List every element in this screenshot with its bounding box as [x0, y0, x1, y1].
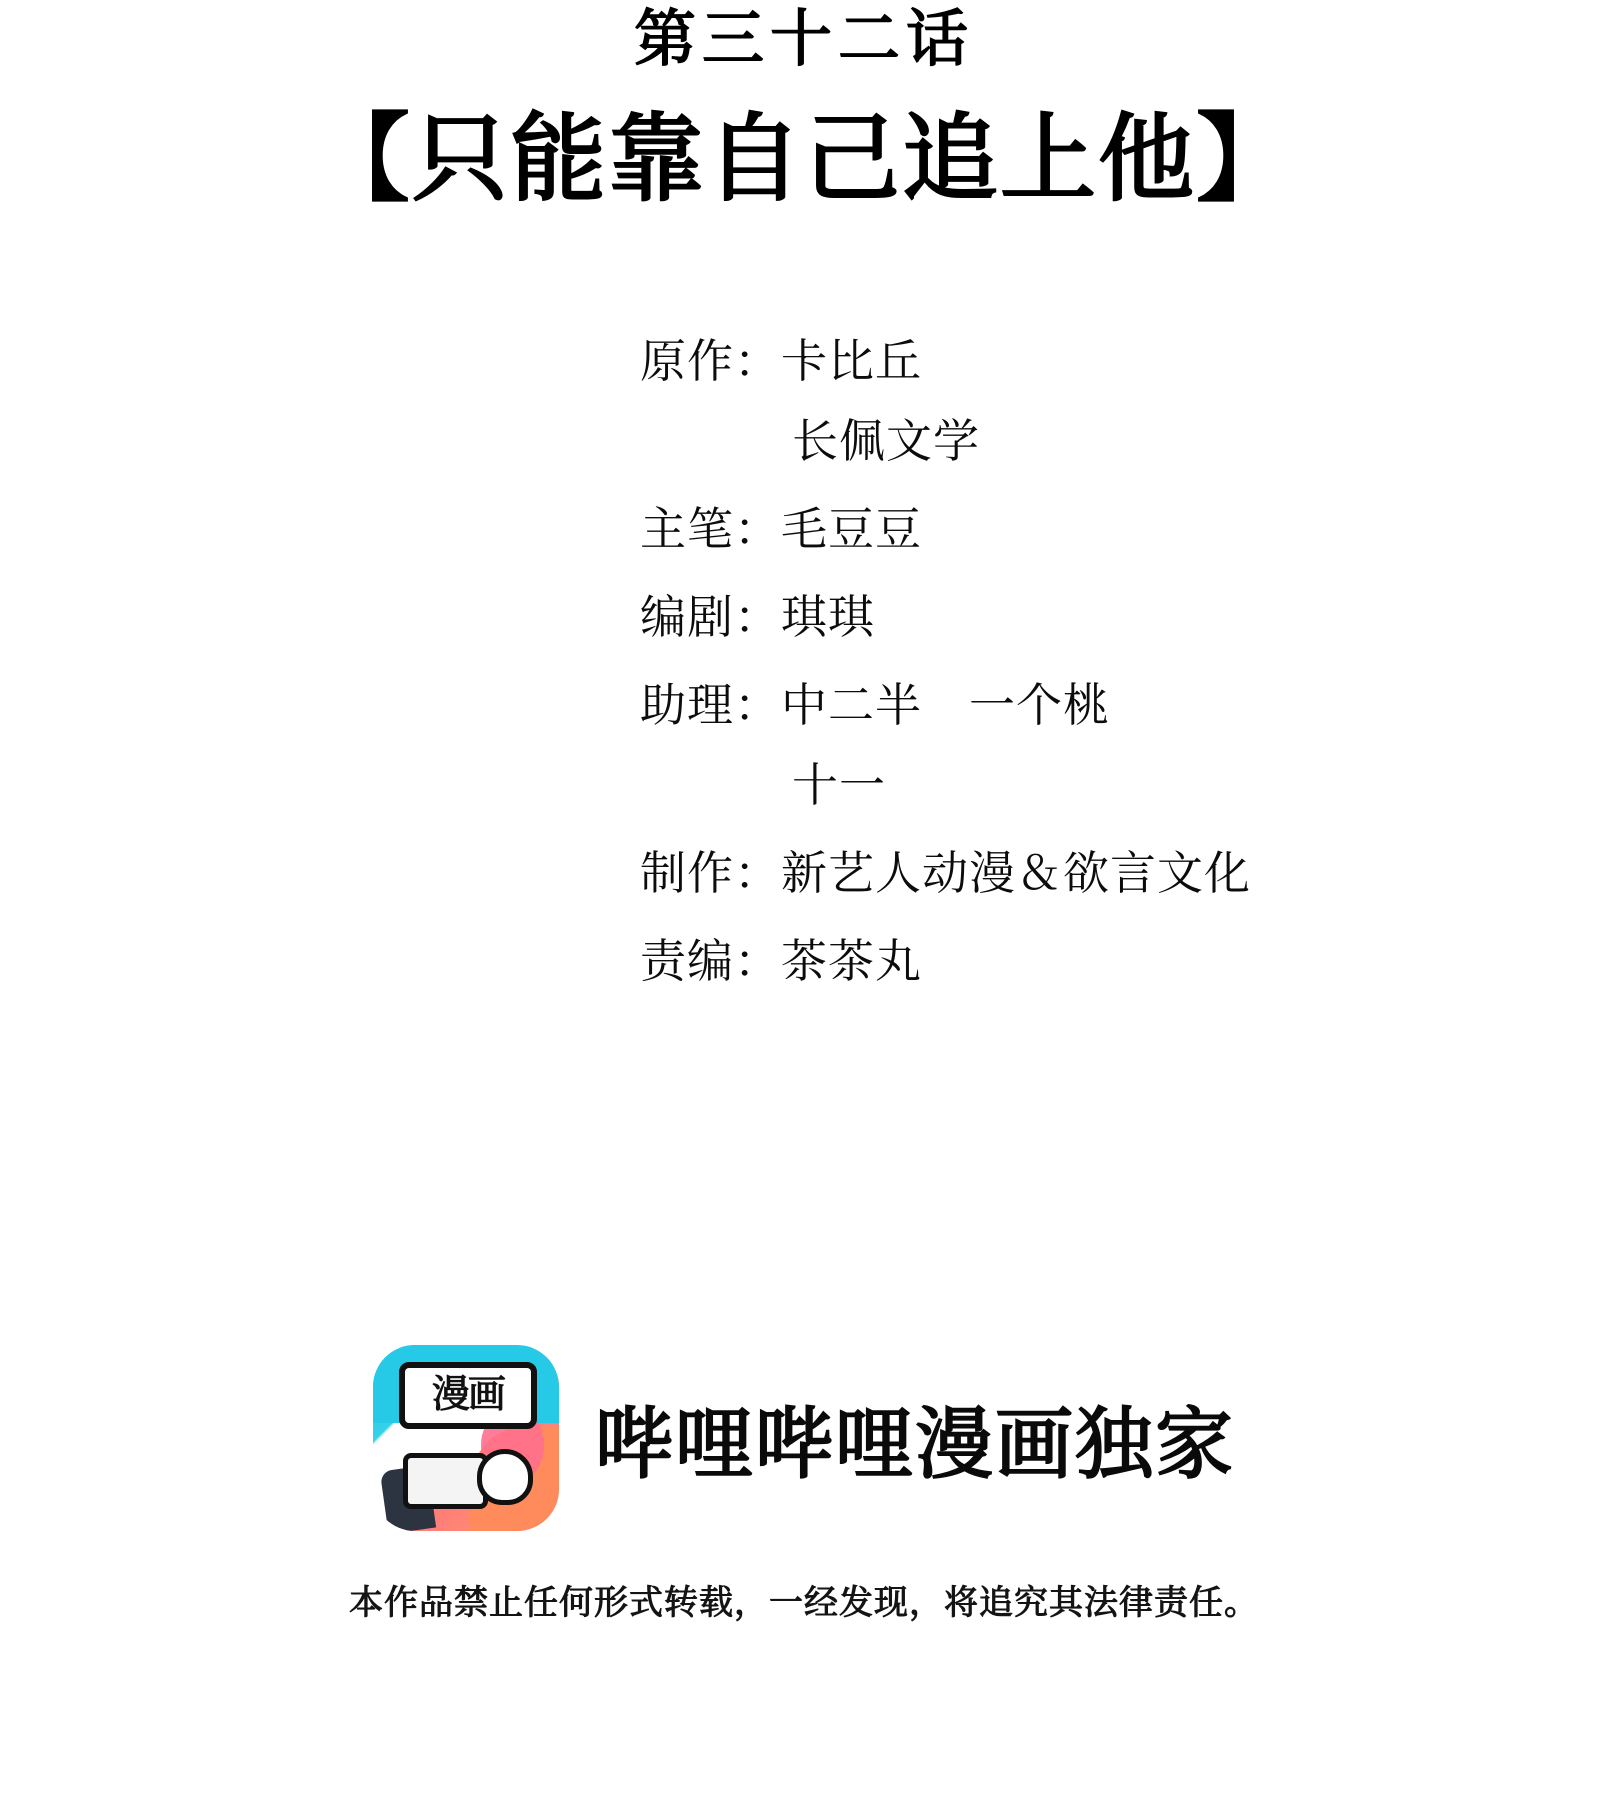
- title-block: [0, 0, 1608, 220]
- credit-row: [640, 503, 1608, 556]
- credit-row: [640, 679, 1608, 732]
- credit-row: [640, 759, 1608, 812]
- credit-value: 中二半 一个桃: [781, 679, 1110, 732]
- credit-row: [640, 335, 1608, 388]
- credit-label: 助理：: [640, 679, 781, 732]
- credit-value: 长佩文学: [792, 415, 980, 468]
- credits-list: [0, 335, 1608, 988]
- credit-row: [640, 935, 1608, 988]
- chapter-number: 第三十二话: [633, 5, 974, 74]
- credit-value: 新艺人动漫＆欲言文化: [781, 847, 1251, 900]
- credit-value: 琪琪: [781, 591, 875, 644]
- credit-value: 茶茶丸: [781, 935, 922, 988]
- credit-value: 十一: [792, 759, 886, 812]
- credit-label: 主笔：: [640, 503, 781, 556]
- copyright-disclaimer: 本作品禁止任何形式转载，一经发现，将追究其法律责任。: [349, 1584, 1259, 1622]
- chapter-title: 【只能靠自己追上他】: [314, 106, 1294, 214]
- credit-label: 制作：: [640, 847, 781, 900]
- brand-text: 哔哩哔哩漫画独家: [594, 1400, 1235, 1488]
- credit-value: 毛豆豆: [781, 503, 922, 556]
- logo-glyph: 漫画: [431, 1374, 504, 1417]
- credit-row: [640, 847, 1608, 900]
- bilibili-manga-logo-icon: [373, 1345, 559, 1531]
- credit-label: 原作：: [640, 335, 781, 388]
- credit-value: 卡比丘: [781, 335, 922, 388]
- credit-label: 责编：: [640, 935, 781, 988]
- credit-label: 编剧：: [640, 591, 781, 644]
- credit-row: [640, 591, 1608, 644]
- brand-row: [0, 1345, 1608, 1531]
- credit-row: [640, 415, 1608, 468]
